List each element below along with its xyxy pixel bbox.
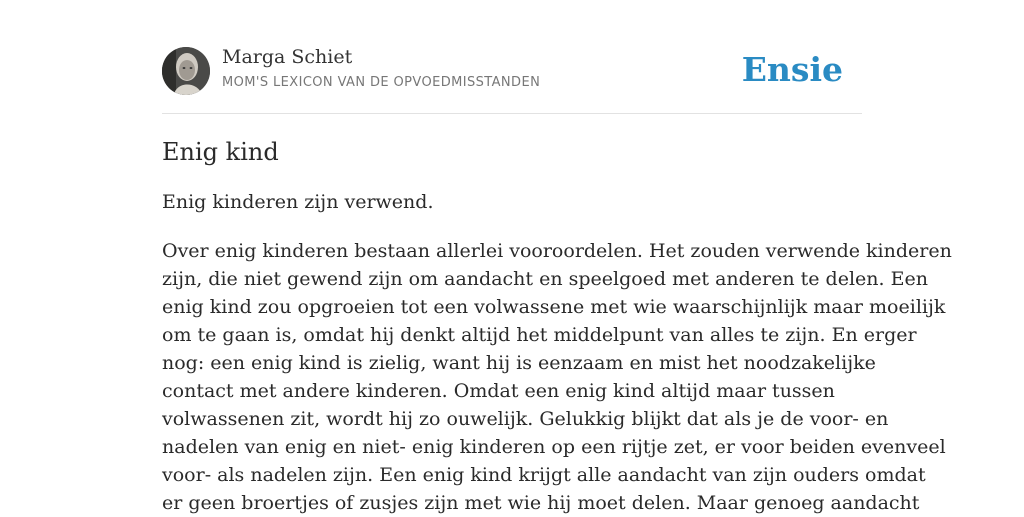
body-line: enig kind zou opgroeien tot een volwassene met wie waarschijnlijk maar moeilijk bbox=[162, 296, 946, 318]
ensie-logo[interactable]: Ensie bbox=[741, 50, 843, 89]
article-body bbox=[162, 237, 952, 517]
header-divider bbox=[162, 113, 862, 114]
author-name[interactable]: Marga Schiet bbox=[222, 46, 353, 68]
body-line: volwassenen zit, wordt hij zo ouwelijk. Gelukkig blijkt dat als je de voor- en bbox=[162, 408, 889, 430]
article-title: Enig kind bbox=[162, 138, 279, 166]
body-line: zijn, die niet gewend zijn om aandacht en speelgoed met anderen te delen. Een bbox=[162, 268, 928, 290]
article-header bbox=[162, 46, 862, 96]
body-line: om te gaan is, omdat hij denkt altijd het middelpunt van alles te zijn. En erger bbox=[162, 324, 917, 346]
collection-link[interactable]: MOM'S LEXICON VAN DE OPVOEDMISSTANDEN bbox=[222, 75, 541, 90]
author-photo bbox=[162, 47, 210, 95]
body-line: voor- als nadelen zijn. Een enig kind krijgt alle aandacht van zijn ouders omdat bbox=[162, 464, 926, 486]
body-line: er geen broertjes of zusjes zijn met wie hij moet delen. Maar genoeg aandacht bbox=[162, 492, 920, 514]
body-line: contact met andere kinderen. Omdat een enig kind altijd maar tussen bbox=[162, 380, 835, 402]
article-lead: Enig kinderen zijn verwend. bbox=[162, 191, 434, 213]
body-line: Over enig kinderen bestaan allerlei vooroordelen. Het zouden verwende kinderen bbox=[162, 240, 952, 262]
author-avatar[interactable] bbox=[162, 47, 210, 95]
body-line: nadelen van enig en niet- enig kinderen op een rijtje zet, er voor beiden evenveel bbox=[162, 436, 946, 458]
body-line: nog: een enig kind is zielig, want hij is eenzaam en mist het noodzakelijke bbox=[162, 352, 876, 374]
